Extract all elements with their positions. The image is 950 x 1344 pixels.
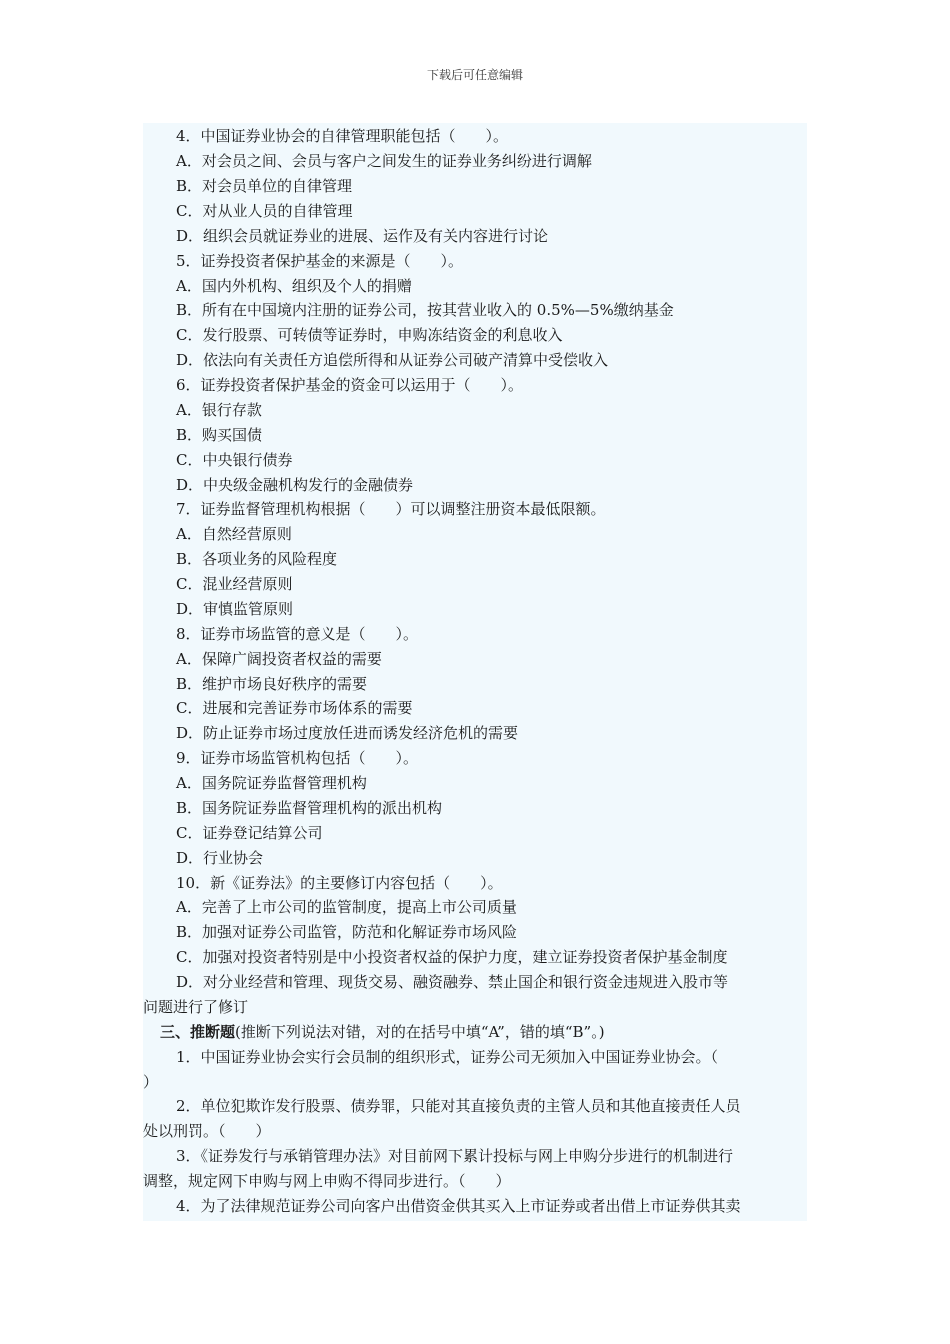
judge-1: 1．中国证券业协会实行会员制的组织形式，证券公司无须加入中国证券业协会。（: [176, 1048, 719, 1066]
option-7a: A．自然经营原则: [176, 525, 292, 543]
option-5b: B．所有在中国境内注册的证券公司，按其营业收入的 0.5%—5%缴纳基金: [176, 301, 674, 319]
option-7d: D．审慎监管原则: [176, 600, 294, 618]
judge-2-continued: 处以刑罚。（ ）: [143, 1122, 271, 1140]
judge-1-continued: ）: [143, 1073, 159, 1091]
option-8a: A．保障广阔投资者权益的需要: [176, 650, 382, 668]
judge-3-continued: 调整，规定网下申购与网上申购不得同步进行。（ ）: [143, 1172, 511, 1190]
option-6a: A．银行存款: [176, 401, 262, 419]
page-header: 下载后可任意编辑: [426, 68, 523, 82]
section-3-note: (推断下列说法对错，对的在括号中填“A”，错的填“B”。): [235, 1023, 605, 1041]
option-7b: B．各项业务的风险程度: [176, 550, 338, 568]
option-10c: C．加强对投资者特别是中小投资者权益的保护力度，建立证券投资者保护基金制度: [176, 948, 728, 966]
option-4b: B．对会员单位的自律管理: [176, 177, 353, 195]
option-4d: D．组织会员就证券业的进展、运作及有关内容进行讨论: [176, 227, 549, 245]
option-8c: C．进展和完善证券市场体系的需要: [176, 699, 413, 717]
question-10: 10．新《证券法》的主要修订内容包括（ ）。: [176, 874, 503, 892]
section-3-title: 三、推断题: [160, 1023, 236, 1041]
option-8d: D．防止证券市场过度放任进而诱发经济危机的需要: [176, 724, 519, 742]
option-10d: D．对分业经营和管理、现货交易、融资融券、禁止国企和银行资金违规进入股市等: [176, 973, 729, 991]
document-body: [143, 123, 807, 1221]
judge-2: 2．单位犯欺诈发行股票、债券罪，只能对其直接负责的主管人员和其他直接责任人员: [176, 1097, 741, 1115]
option-10a: A．完善了上市公司的监管制度，提高上市公司质量: [176, 898, 517, 916]
section-3-heading: [143, 1022, 824, 1042]
option-9c: C．证券登记结算公司: [176, 824, 323, 842]
question-5: 5．证券投资者保护基金的来源是（ ）。: [176, 252, 464, 270]
question-6: 6．证券投资者保护基金的资金可以运用于（ ）。: [176, 376, 524, 394]
judge-4: 4．为了法律规范证券公司向客户出借资金供其买入上市证券或者出借上市证券供其卖: [176, 1197, 741, 1215]
option-6d: D．中央级金融机构发行的金融债券: [176, 476, 414, 494]
option-7c: C．混业经营原则: [176, 575, 293, 593]
option-10b: B．加强对证券公司监管，防范和化解证券市场风险: [176, 923, 518, 941]
option-5c: C．发行股票、可转债等证券时，申购冻结资金的利息收入: [176, 326, 563, 344]
option-6c: C．中央银行债券: [176, 451, 293, 469]
option-9d: D．行业协会: [176, 849, 264, 867]
question-8: 8．证券市场监管的意义是（ ）。: [176, 625, 419, 643]
question-9: 9．证券市场监管机构包括（ ）。: [176, 749, 419, 767]
option-8b: B．维护市场良好秩序的需要: [176, 675, 368, 693]
judge-3: 3．《证券发行与承销管理办法》对目前网下累计投标与网上申购分步进行的机制进行: [176, 1147, 734, 1165]
option-9b: B．国务院证券监督管理机构的派出机构: [176, 799, 443, 817]
option-4a: A．对会员之间、会员与客户之间发生的证券业务纠纷进行调解: [176, 152, 592, 170]
option-6b: B．购买国债: [176, 426, 263, 444]
option-5a: A．国内外机构、组织及个人的捐赠: [176, 277, 412, 295]
option-9a: A．国务院证券监督管理机构: [176, 774, 367, 792]
option-4c: C．对从业人员的自律管理: [176, 202, 353, 220]
option-5d: D．依法向有关责任方追偿所得和从证券公司破产清算中受偿收入: [176, 351, 609, 369]
question-7: 7．证券监督管理机构根据（ ）可以调整注册资本最低限额。: [176, 500, 606, 518]
question-4: 4．中国证券业协会的自律管理职能包括（ ）。: [176, 127, 509, 145]
option-10d-continued: 问题进行了修订: [143, 998, 249, 1016]
